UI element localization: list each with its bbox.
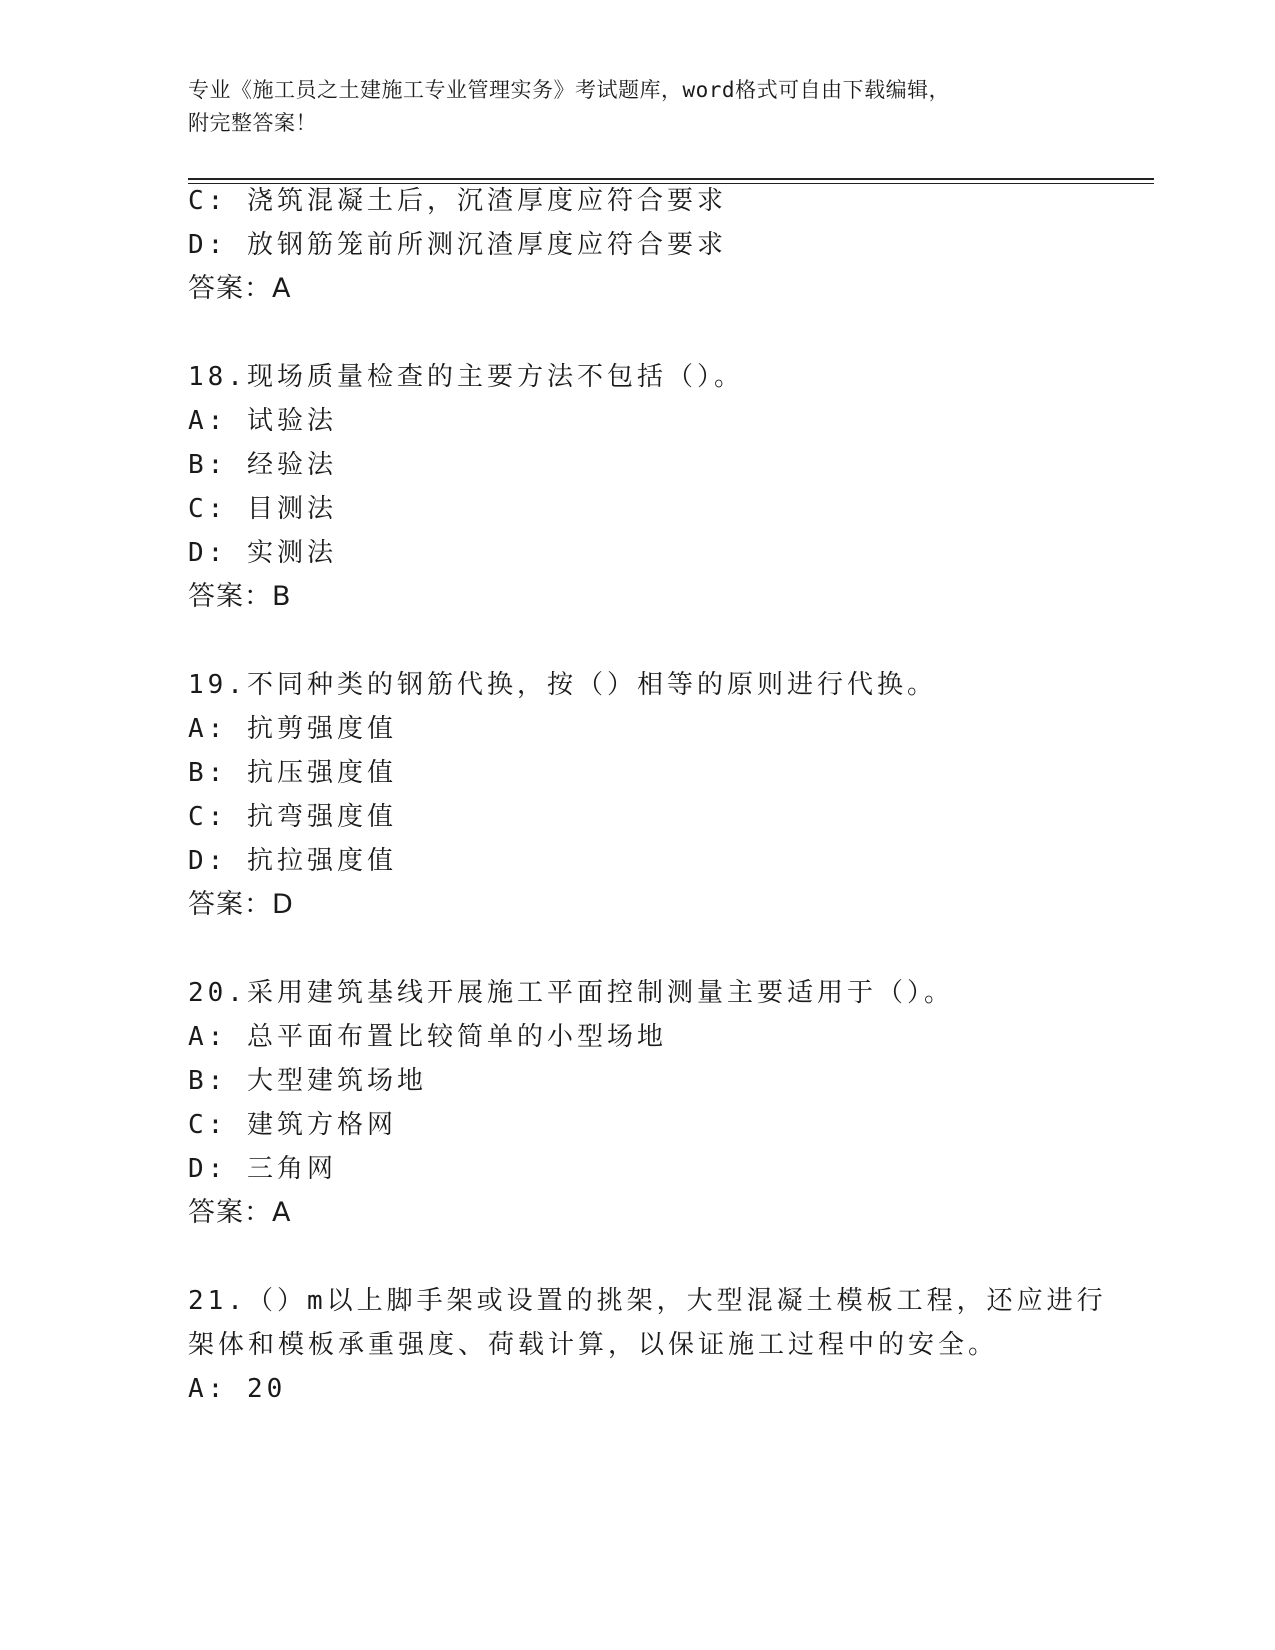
header-line-2: 附完整答案！ [188, 111, 317, 135]
question-20-answer: 答案：A [188, 1197, 292, 1228]
question-18-answer: 答案：B [188, 581, 292, 612]
prev-option-c: C: 浇筑混凝土后，沉渣厚度应符合要求 [188, 186, 727, 216]
question-21-option-a: A: 20 [188, 1374, 287, 1404]
prev-answer: 答案：A [188, 273, 292, 304]
question-19-option-b: B: 抗压强度值 [188, 758, 397, 788]
question-20-stem: 20.采用建筑基线开展施工平面控制测量主要适用于（）。 [188, 978, 954, 1008]
question-19-option-c: C: 抗弯强度值 [188, 802, 397, 832]
question-20-option-a: A: 总平面布置比较简单的小型场地 [188, 1022, 667, 1052]
question-20-option-b: B: 大型建筑场地 [188, 1066, 427, 1096]
question-19-option-d: D: 抗拉强度值 [188, 846, 397, 876]
question-18-option-b: B: 经验法 [188, 450, 337, 480]
question-18-option-d: D: 实测法 [188, 538, 337, 568]
header-line-1: 专业《施工员之土建施工专业管理实务》考试题库，word格式可自由下载编辑， [188, 78, 951, 102]
question-18-option-c: C: 目测法 [188, 494, 337, 524]
question-18-option-a: A: 试验法 [188, 406, 337, 436]
question-20-option-d: D: 三角网 [188, 1154, 337, 1184]
question-21-stem-line-2: 架体和模板承重强度、荷载计算，以保证施工过程中的安全。 [188, 1330, 999, 1360]
prev-option-d: D: 放钢筋笼前所测沉渣厚度应符合要求 [188, 230, 727, 260]
question-19-answer: 答案：D [188, 889, 294, 920]
question-19-stem: 19.不同种类的钢筋代换，按（）相等的原则进行代换。 [188, 670, 937, 700]
document-header [188, 74, 1088, 140]
question-19-option-a: A: 抗剪强度值 [188, 714, 397, 744]
question-18-stem: 18.现场质量检查的主要方法不包括（）。 [188, 362, 744, 392]
question-21-stem-line-1: 21.（）m以上脚手架或设置的挑架，大型混凝土模板工程，还应进行 [188, 1286, 1107, 1316]
question-20-option-c: C: 建筑方格网 [188, 1110, 397, 1140]
